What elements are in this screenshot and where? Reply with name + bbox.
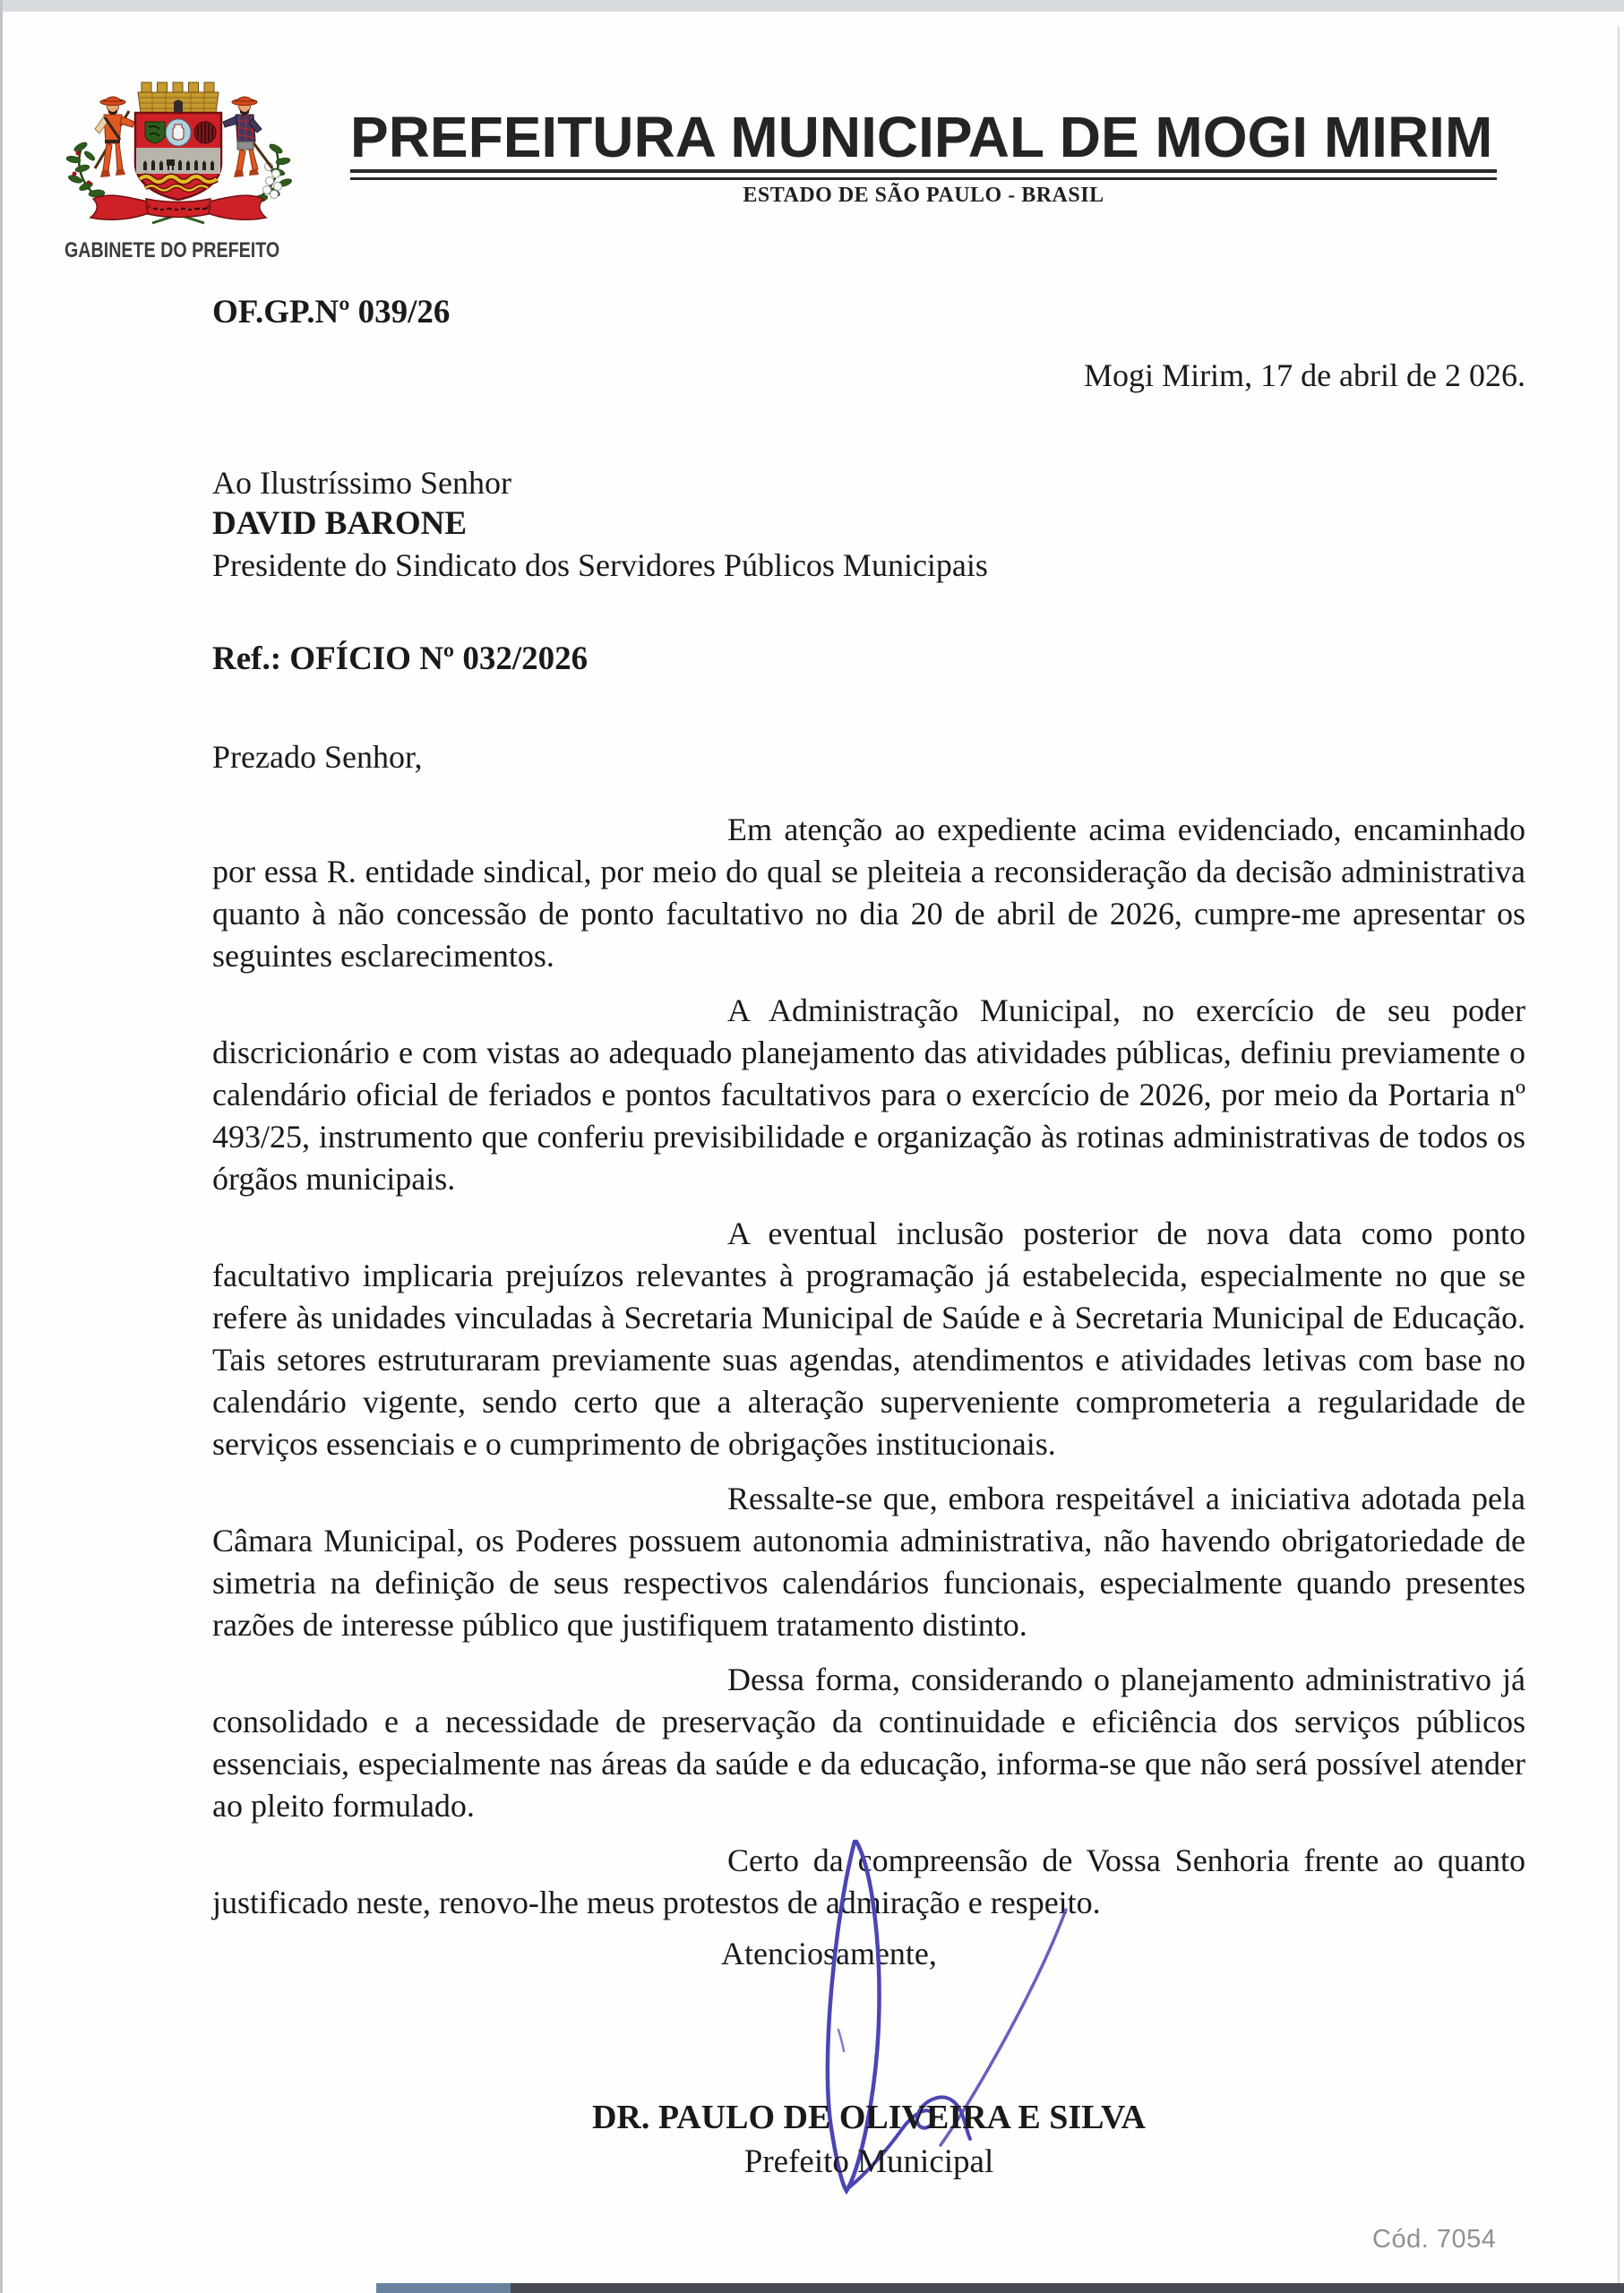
letter-body: [212, 809, 1525, 1937]
recipient-salutation: Ao Ilustríssimo Senhor: [212, 465, 512, 501]
signer-role: Prefeito Municipal: [743, 2143, 994, 2180]
title-double-rule: [350, 169, 1497, 180]
subject-line: Ref.: OFÍCIO Nº 032/2026: [212, 640, 589, 677]
coat-of-arms-icon: [63, 77, 294, 231]
recipient-title: Presidente do Sindicato dos Servidores Públicos Municipais: [212, 547, 988, 583]
body-paragraph-3: A eventual inclusão posterior de nova data como ponto facultativo implicaria prejuízos relevantes à programação já estabelecida, especialmente no que se refere às unidades vinculadas à Secretaria Municipal de Saúde e à Secretaria Municipal de Educação. Tais setores estruturaram previamente suas agendas, atendimentos e atividades letivas com base no calendário vigente, sendo certo que a alteração superveniente comprometeria a regularidade de serviços essenciais e o cumprimento de obrigações institucionais.: [212, 1215, 1525, 1462]
body-paragraph-1: Em atenção ao expediente acima evidenciado, encaminhado por essa R. entidade sindical, por meio do qual se pleiteia a reconsideração da decisão administrativa quanto à não concessão de ponto facultativo no dia 20 de abril de 2026, cumpre-me apresentar os seguintes esclarecimentos.: [212, 812, 1525, 974]
body-paragraph-5: Dessa forma, considerando o planejamento administrativo já consolidado e a necessidade de preservação da continuidade e eficiência dos serviços públicos essenciais, especialmente nas áreas da saúde e da educação, informa-se que não será possível atender ao pleito formulado.: [212, 1662, 1525, 1824]
scan-edge-bottom: [376, 2283, 1624, 2293]
body-paragraph-2: A Administração Municipal, no exercício de seu poder discricionário e com vistas ao adequado planejamento das atividades públicas, definiu previamente o calendário oficial de feriados e pontos facultativos para o exercício de 2026, por meio da Portaria nº 493/25, instrumento que conferiu previsibilidade e organização às rotinas administrativas de todos os órgãos municipais.: [212, 992, 1525, 1197]
reference-number: OF.GP.Nº 039/26: [212, 294, 451, 331]
recipient-block: [212, 462, 988, 586]
body-paragraph-6: Certo da compreensão de Vossa Senhoria frente ao quanto justificado neste, renovo-lhe meus protestos de admiração e respeito.: [212, 1842, 1525, 1920]
org-subtitle: ESTADO DE SÃO PAULO - BRASIL: [743, 184, 1104, 207]
scan-edge-left: [0, 0, 3, 2293]
body-paragraph-4: Ressalte-se que, embora respeitável a iniciativa adotada pela Câmara Municipal, os Poderes possuem autonomia administrativa, não havendo obrigatoriedade de simetria na definição de seus respectivos calendários funcionais, especialmente quando presentes razões de interesse público que justifiquem tratamento distinto.: [212, 1481, 1525, 1643]
scan-edge-top: [0, 0, 1624, 12]
recipient-name: DAVID BARONE: [212, 505, 468, 542]
org-title: PREFEITURA MUNICIPAL DE MOGI MIRIM: [350, 105, 1493, 169]
date-line: Mogi Mirim, 17 de abril de 2 026.: [1084, 357, 1525, 393]
greeting: Prezado Senhor,: [212, 739, 423, 775]
document-code: Cód. 7054: [1372, 2225, 1497, 2254]
scan-edge-right: [1618, 27, 1620, 2293]
letterhead: [350, 107, 1497, 208]
signer-name: DR. PAULO DE OLIVEIRA E SILVA: [591, 2099, 1147, 2136]
closing-salutation: Atenciosamente,: [721, 1936, 937, 1971]
scan-edge-bottom-tint: [376, 2283, 511, 2293]
department-label: GABINETE DO PREFEITO: [64, 238, 280, 262]
